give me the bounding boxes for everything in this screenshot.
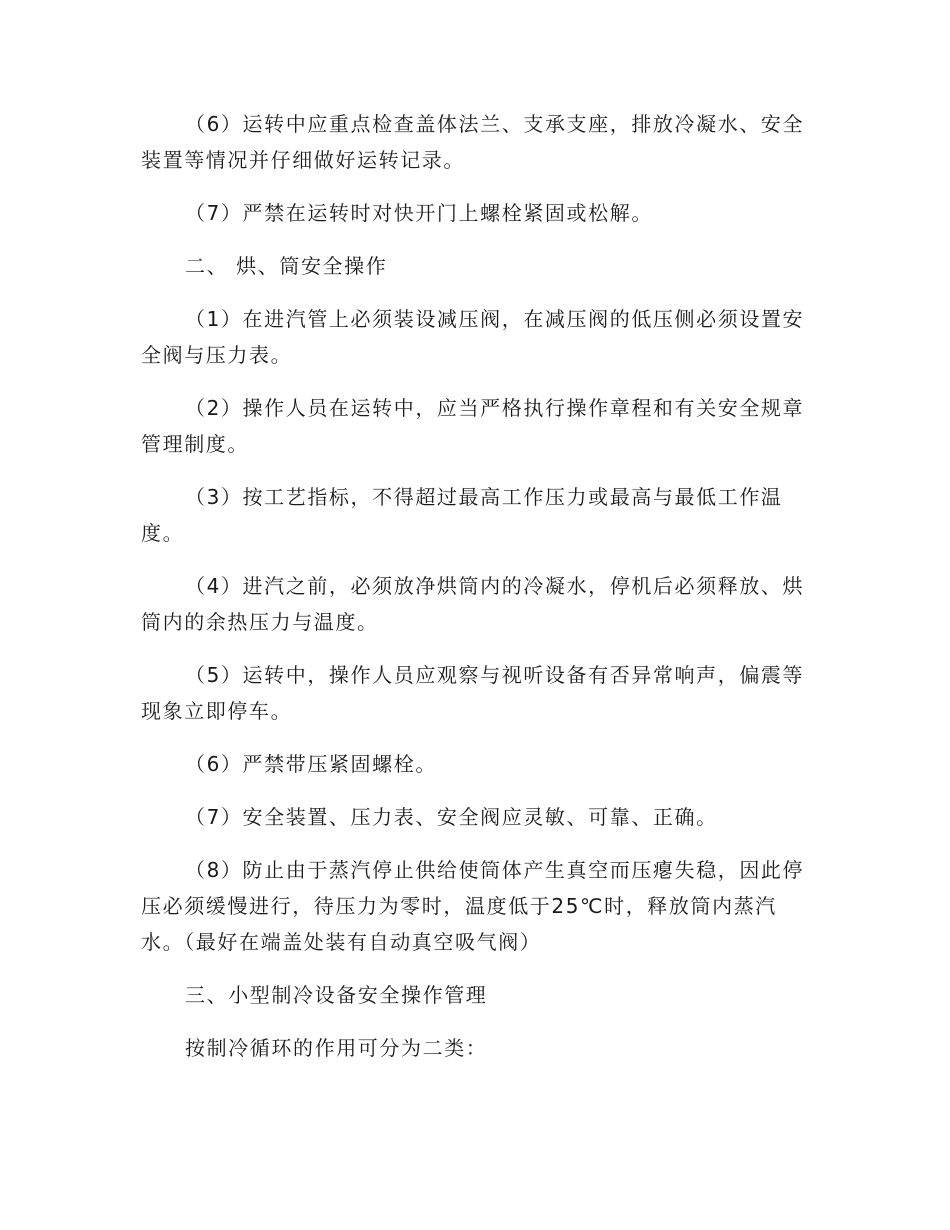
heading-text: 二、 烘、筒安全操作 <box>185 254 388 278</box>
paragraph-refrigeration-intro <box>141 1030 821 1066</box>
paragraph-line: 度。 <box>141 521 185 545</box>
paragraph-line: （2）操作人员在运转中，应当严格执行操作章程和有关安全规章 <box>185 396 805 420</box>
paragraph-line: 压必须缓慢进行，待压力为零时，温度低于25℃时，释放筒内蒸汽 <box>141 894 777 918</box>
paragraph-line: 按制冷循环的作用可分为二类： <box>185 1036 488 1060</box>
paragraph-line: （5）运转中，操作人员应观察与视听设备有否异常响声，偏震等 <box>185 663 805 687</box>
paragraph-line: 水。（最好在端盖处装有自动真空吸气阀） <box>141 930 542 954</box>
paragraph-item-1-pressure-valve <box>141 301 821 373</box>
paragraph-item-2-operators <box>141 390 821 462</box>
document-body <box>141 106 821 1083</box>
paragraph-item-4-condensate <box>141 568 821 640</box>
paragraph-item-3-process-limits <box>141 479 821 551</box>
paragraph-line: 现象立即停车。 <box>141 699 293 723</box>
heading-text: 三、小型制冷设备安全操作管理 <box>185 983 488 1007</box>
paragraph-line: 全阀与压力表。 <box>141 343 293 367</box>
paragraph-item-7-safety-devices <box>141 799 821 835</box>
paragraph-item-6-pressurized-bolts <box>141 746 821 782</box>
paragraph-line: 筒内的余热压力与温度。 <box>141 610 379 634</box>
paragraph-item-6-inspection <box>141 106 821 178</box>
paragraph-item-7-bolts <box>141 195 821 231</box>
paragraph-line: 管理制度。 <box>141 432 249 456</box>
paragraph-line: 装置等情况并仔细做好运转记录。 <box>141 148 465 172</box>
paragraph-item-5-abnormal-noise <box>141 657 821 729</box>
paragraph-line: （6）运转中应重点检查盖体法兰、支承支座，排放冷凝水、安全 <box>185 112 805 136</box>
paragraph-line: （1）在进汽管上必须装设减压阀，在减压阀的低压侧必须设置安 <box>185 307 805 331</box>
paragraph-line: （3）按工艺指标，不得超过最高工作压力或最高与最低工作温 <box>185 485 783 509</box>
paragraph-line: （8）防止由于蒸汽停止供给使筒体产生真空而压瘪失稳，因此停 <box>185 858 805 882</box>
section-heading-refrigeration <box>141 977 821 1013</box>
section-heading-drying-cylinder <box>141 248 821 284</box>
paragraph-line: （7）安全装置、压力表、安全阀应灵敏、可靠、正确。 <box>185 805 718 829</box>
paragraph-line: （6）严禁带压紧固螺栓。 <box>185 752 437 776</box>
paragraph-line: （4）进汽之前，必须放净烘筒内的冷凝水，停机后必须释放、烘 <box>185 574 805 598</box>
paragraph-item-8-vacuum-prevention <box>141 852 821 960</box>
paragraph-line: （7）严禁在运转时对快开门上螺栓紧固或松解。 <box>185 201 653 225</box>
